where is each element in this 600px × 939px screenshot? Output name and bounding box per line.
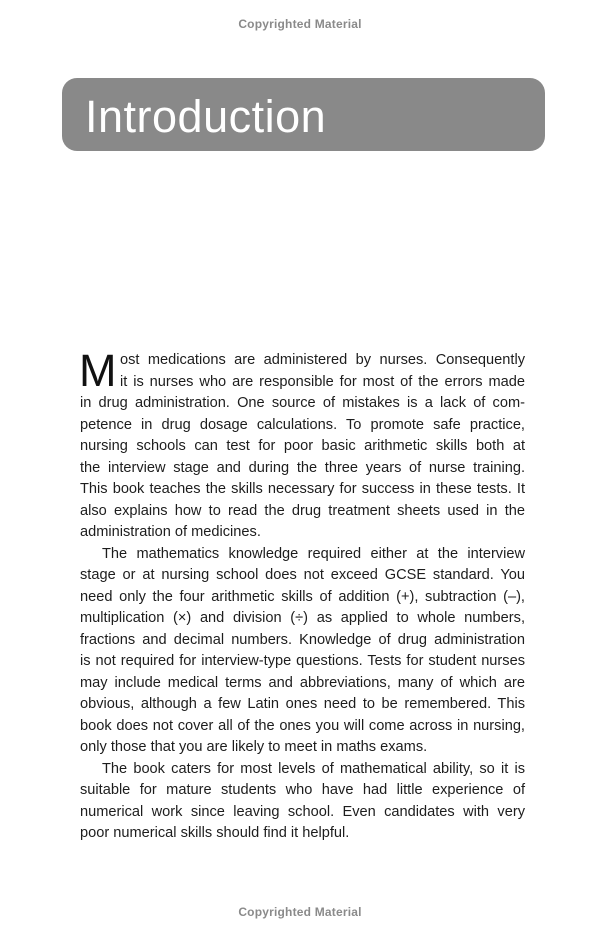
text-line: book does not cover all of the ones you will come across in nursing, [80,717,525,734]
text-line: stage or at nursing school does not exceed GCSE standard. You [80,567,525,583]
body-text [79,345,525,845]
chapter-banner [62,78,545,151]
copyright-bottom-label: Copyrighted Material [238,905,362,919]
text-line: need only the four arithmetic skills of addition (+), subtraction (–), [80,588,525,605]
text-line: also explains how to read the drug treatment sheets used in the [80,502,525,519]
text-line: nursing schools can test for poor basic arithmetic skills both at [80,438,525,454]
text-line: suitable for mature students who have had little experience of [80,782,525,798]
text-line: obvious, although a few Latin ones need to be remembered. This [80,696,525,712]
text-line: only those that you are likely to meet in maths exams. [80,739,428,755]
text-line: petence in drug dosage calculations. To promote safe practice, [80,416,525,433]
text-line: poor numerical skills should find it helpful. [80,825,350,841]
text-line: administration of medicines. [80,524,261,540]
text-line: ost medications are administered by nurses. Consequently [120,352,525,368]
text-line: it is nurses who are responsible for most of the errors made [120,373,525,390]
text-line: The mathematics knowledge required either at the interview [102,545,525,562]
chapter-title: Introduction [85,90,327,142]
text-line: This book teaches the skills necessary for success in these tests. It [80,481,525,497]
drop-cap: M [79,345,117,396]
text-line: fractions and decimal numbers. Knowledge of drug administration [80,631,525,648]
text-line: numerical work since leaving school. Even candidates with very [80,803,525,820]
text-line: the interview stage and during the three years of nurse training. [80,459,525,476]
copyright-top-label: Copyrighted Material [238,17,362,31]
text-line: may include medical terms and abbreviations, many of which are [80,674,525,691]
text-line: multiplication (×) and division (÷) as applied to whole numbers, [80,610,525,626]
text-line: The book caters for most levels of mathematical ability, so it is [102,760,525,777]
text-line: is not required for interview-type questions. Tests for student nurses [80,653,525,669]
text-line: in drug administration. One source of mistakes is a lack of com- [80,395,525,411]
